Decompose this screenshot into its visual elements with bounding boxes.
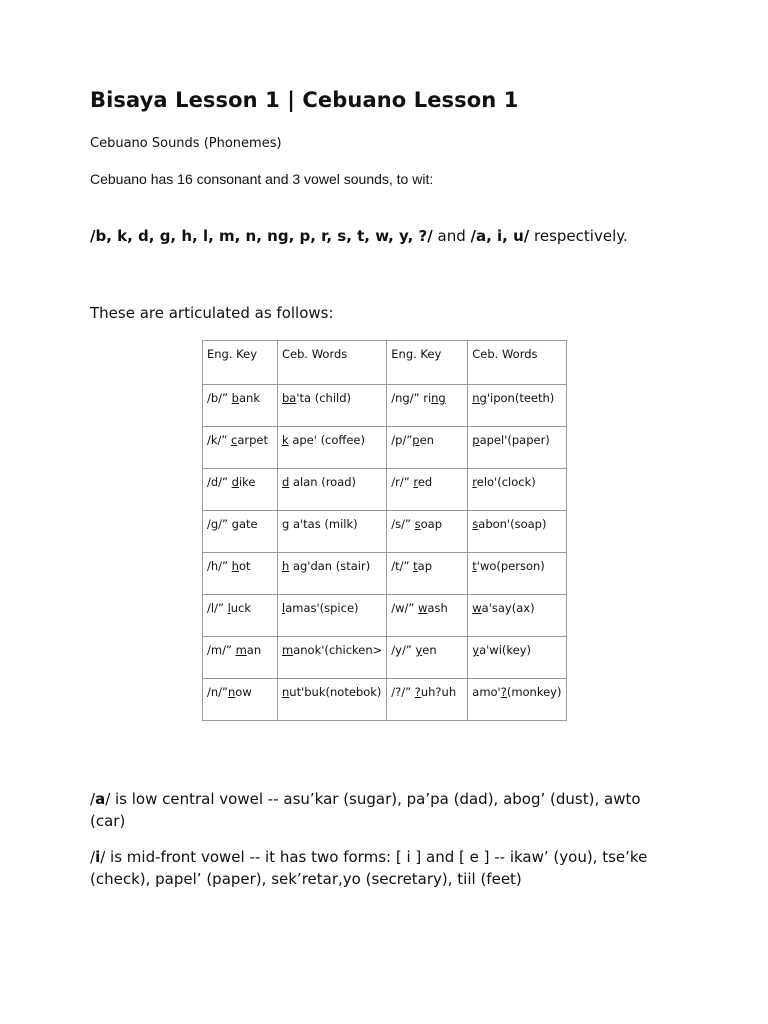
table-row — [203, 679, 567, 721]
underlined-sound: n — [282, 685, 290, 699]
cell-text: 'ipon(teeth) — [486, 391, 555, 405]
vowel-a-pre: / — [90, 790, 96, 808]
eng-key-cell — [387, 553, 468, 595]
ceb-word-cell — [468, 469, 567, 511]
underlined-sound: m — [282, 643, 294, 657]
eng-key-cell — [203, 385, 278, 427]
underlined-sound: d — [282, 475, 290, 489]
underlined-sound: c — [231, 433, 238, 447]
phoneme-and: and — [432, 227, 471, 245]
underlined-sound: t — [472, 559, 477, 573]
cell-text: amas'(spice) — [285, 601, 359, 615]
eng-key-cell — [203, 469, 278, 511]
cell-text: /r/” — [391, 475, 414, 489]
cell-text: /t/” — [391, 559, 414, 573]
articulated-heading: These are articulated as follows: — [90, 304, 334, 322]
cell-text: /b/” — [207, 391, 232, 405]
cell-text: (monkey) — [506, 685, 562, 699]
ceb-word-cell — [468, 595, 567, 637]
cell-text: ash — [427, 601, 448, 615]
underlined-sound: s — [414, 517, 421, 531]
underlined-sound: m — [235, 643, 247, 657]
ceb-word-cell — [278, 637, 387, 679]
cell-text: /y/” — [391, 643, 416, 657]
vowel-i-letter: i — [95, 848, 101, 866]
underlined-sound: r — [472, 475, 477, 489]
underlined-sound: ng — [472, 391, 487, 405]
table-header-row — [203, 341, 567, 385]
ceb-word-cell — [468, 427, 567, 469]
vowel-a-text: / is low central vowel -- asu’kar (sugar), pa’pa (dad), abog’ (dust), awto (car) — [90, 790, 641, 830]
phoneme-table — [202, 340, 567, 721]
cell-text: ow — [235, 685, 252, 699]
cell-text: an — [246, 643, 262, 657]
underlined-sound: p — [412, 433, 420, 447]
cell-text: /p/” — [391, 433, 413, 447]
cell-text: uh?uh — [420, 685, 457, 699]
eng-key-cell — [387, 385, 468, 427]
header-ceb-words-1: Ceb. Words — [278, 341, 387, 385]
table-row — [203, 637, 567, 679]
eng-key-cell — [203, 427, 278, 469]
cell-text: /d/” — [207, 475, 232, 489]
eng-key-cell — [387, 469, 468, 511]
cell-text: arpet — [237, 433, 269, 447]
section-subtitle: Cebuano Sounds (Phonemes) — [90, 136, 282, 151]
ceb-word-cell — [468, 637, 567, 679]
eng-key-cell — [203, 637, 278, 679]
cell-text: alan (road) — [289, 475, 357, 489]
header-eng-key-1: Eng. Key — [203, 341, 278, 385]
ceb-word-cell — [468, 679, 567, 721]
table-row — [203, 511, 567, 553]
ceb-word-cell — [468, 553, 567, 595]
cell-text: a'say(ax) — [481, 601, 535, 615]
intro-text: Cebuano has 16 consonant and 3 vowel sounds, to wit: — [90, 171, 434, 187]
cell-text: ed — [417, 475, 433, 489]
consonant-list: /b, k, d, g, h, l, m, n, ng, p, r, s, t, w, y, ?/ — [90, 227, 433, 245]
underlined-sound: s — [472, 517, 479, 531]
vowel-i-text: / is mid-front vowel -- it has two forms: [ i ] and [ e ] -- ikaw’ (you), tse’ke (check), papel’ (paper), sek’retar,yo (secretary), tiil (feet) — [90, 848, 648, 888]
underlined-sound: h — [282, 559, 290, 573]
cell-text: ag'dan (stair) — [289, 559, 371, 573]
underlined-sound: g — [282, 517, 290, 531]
underlined-sound: n — [228, 685, 236, 699]
underlined-sound: l — [282, 601, 286, 615]
cell-text: uck — [230, 601, 252, 615]
underlined-sound: b — [231, 391, 239, 405]
cell-text: /g/” gate — [207, 517, 258, 531]
eng-key-cell — [387, 595, 468, 637]
table-row — [203, 595, 567, 637]
eng-key-cell — [387, 679, 468, 721]
cell-text: amo' — [472, 685, 501, 699]
cell-text: /m/” — [207, 643, 236, 657]
cell-text: apel'(paper) — [479, 433, 550, 447]
cell-text: en — [419, 433, 434, 447]
underlined-sound: d — [231, 475, 239, 489]
underlined-sound: h — [231, 559, 239, 573]
eng-key-cell — [387, 427, 468, 469]
phoneme-inventory — [90, 227, 628, 245]
cell-text: /n/” — [207, 685, 228, 699]
cell-text: /h/” — [207, 559, 232, 573]
underlined-sound: l — [227, 601, 231, 615]
eng-key-cell — [203, 595, 278, 637]
cell-text: /s/” — [391, 517, 415, 531]
header-ceb-words-2: Ceb. Words — [468, 341, 567, 385]
cell-text: ut'buk(notebok) — [289, 685, 382, 699]
vowel-i-pre: / — [90, 848, 96, 866]
underlined-sound: p — [472, 433, 480, 447]
vowel-a-description — [90, 788, 680, 832]
vowel-a-letter: a — [95, 790, 106, 808]
underlined-sound: k — [282, 433, 289, 447]
ceb-word-cell — [278, 679, 387, 721]
underlined-sound: w — [472, 601, 482, 615]
underlined-sound: r — [413, 475, 418, 489]
phoneme-tail: respectively. — [529, 227, 628, 245]
cell-text: /l/” — [207, 601, 228, 615]
ceb-word-cell — [278, 553, 387, 595]
cell-text: abon'(soap) — [478, 517, 547, 531]
ceb-word-cell — [278, 427, 387, 469]
page-title: Bisaya Lesson 1 | Cebuano Lesson 1 — [90, 88, 519, 112]
cell-text: ike — [238, 475, 256, 489]
cell-text: 'ta (child) — [296, 391, 352, 405]
ceb-word-cell — [278, 469, 387, 511]
cell-text: /ng/” ri — [391, 391, 432, 405]
ceb-word-cell — [278, 595, 387, 637]
underlined-sound: ? — [414, 685, 421, 699]
ceb-word-cell — [468, 385, 567, 427]
cell-text: ot — [238, 559, 251, 573]
vowel-list: /a, i, u/ — [470, 227, 530, 245]
cell-text: /k/” — [207, 433, 232, 447]
cell-text: a'wi(key) — [479, 643, 531, 657]
underlined-sound: ? — [500, 685, 507, 699]
table-row — [203, 553, 567, 595]
underlined-sound: ng — [431, 391, 446, 405]
cell-text: ap — [417, 559, 433, 573]
table-row — [203, 385, 567, 427]
eng-key-cell — [387, 511, 468, 553]
cell-text: ank — [238, 391, 260, 405]
eng-key-cell — [203, 553, 278, 595]
underlined-sound: ba — [282, 391, 297, 405]
cell-text: en — [422, 643, 437, 657]
cell-text: anok'(chicken> — [293, 643, 383, 657]
eng-key-cell — [203, 511, 278, 553]
cell-text: oap — [420, 517, 443, 531]
header-eng-key-2: Eng. Key — [387, 341, 468, 385]
ceb-word-cell — [278, 385, 387, 427]
table-row — [203, 427, 567, 469]
table-row — [203, 469, 567, 511]
cell-text: a'tas (milk) — [289, 517, 358, 531]
cell-text: elo'(clock) — [476, 475, 536, 489]
cell-text: /?/” — [391, 685, 415, 699]
cell-text: /w/” — [391, 601, 419, 615]
ceb-word-cell — [278, 511, 387, 553]
underlined-sound: w — [418, 601, 428, 615]
cell-text: ape' (coffee) — [288, 433, 365, 447]
underlined-sound: y — [472, 643, 480, 657]
underlined-sound: y — [415, 643, 423, 657]
eng-key-cell — [387, 637, 468, 679]
eng-key-cell — [203, 679, 278, 721]
ceb-word-cell — [468, 511, 567, 553]
vowel-i-description — [90, 846, 680, 890]
underlined-sound: t — [413, 559, 418, 573]
cell-text: 'wo(person) — [476, 559, 545, 573]
